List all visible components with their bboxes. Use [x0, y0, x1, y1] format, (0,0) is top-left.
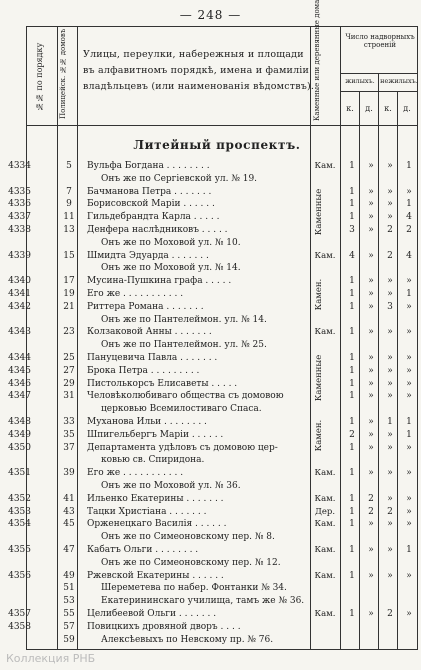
count-nezhil-k: 2 — [387, 225, 393, 235]
count-nezhil-d: » — [406, 519, 412, 530]
count-zhil-d: » — [368, 378, 374, 389]
header-nezhil: нежилыхъ. — [380, 77, 418, 85]
count-nezhil-d: » — [406, 442, 412, 453]
count-nezhil-k: » — [387, 327, 393, 338]
row-number: 4339 — [8, 250, 31, 261]
row-note: церковью Всемилостиваго Спаса. — [101, 404, 262, 415]
count-nezhil-d: 1 — [406, 289, 412, 299]
house-number: 45 — [63, 519, 75, 530]
count-nezhil-d: » — [406, 301, 412, 312]
count-nezhil-k: » — [387, 442, 393, 453]
house-number: 37 — [63, 442, 75, 453]
count-zhil-d: 2 — [368, 493, 374, 504]
table-subrow — [27, 480, 419, 492]
owner-name: Повицкихъ дровяной дворъ . . . . — [87, 621, 241, 632]
house-number: 57 — [63, 621, 75, 632]
table-row — [8, 506, 419, 518]
count-nezhil-k: » — [387, 468, 393, 479]
table-subrow — [27, 582, 419, 594]
owner-name: Борисовской Маріи . . . . . . — [87, 199, 215, 210]
row-number: 4350 — [8, 442, 31, 453]
row-note: Алексѣевыхъ по Невскому пр. № 76. — [101, 634, 274, 645]
count-zhil-k: 1 — [349, 519, 355, 530]
house-number: 17 — [63, 276, 75, 287]
table-row — [8, 570, 419, 582]
count-nezhil-k: » — [387, 391, 393, 402]
header-zhil: жилыхъ. — [345, 77, 375, 85]
row-note: Онъ же по Моховой ул. № 36. — [101, 481, 241, 491]
count-nezhil-k: » — [387, 212, 393, 223]
divider — [378, 73, 379, 125]
count-nezhil-k: » — [387, 186, 393, 197]
header-type: Каменные или деревянные дома — [313, 0, 321, 121]
count-zhil-k: 1 — [349, 506, 355, 517]
count-nezhil-d: » — [406, 365, 412, 376]
count-nezhil-d: 1 — [406, 417, 412, 427]
owner-name: Мусина-Пушкина графа . . . . . — [87, 276, 232, 287]
row-note: Екатерининскаго училища, тамъ же № 36. — [101, 596, 305, 607]
count-zhil-k: 2 — [349, 429, 355, 440]
building-type: Кам. — [314, 609, 336, 619]
owner-name: Муханова Ильи . . . . . . . . — [87, 417, 207, 427]
house-number: 19 — [63, 289, 75, 299]
count-nezhil-k: » — [387, 289, 393, 299]
count-nezhil-d: 4 — [406, 212, 412, 223]
count-zhil-k: 1 — [349, 199, 355, 210]
count-zhil-k: 1 — [349, 442, 355, 453]
count-zhil-d: » — [368, 199, 374, 210]
house-number: 23 — [63, 327, 75, 338]
header-k2: к. — [384, 104, 392, 113]
row-note: Онъ же по Моховой ул. № 14. — [101, 263, 241, 274]
row-number: 4347 — [8, 391, 31, 402]
count-zhil-k: 1 — [349, 327, 355, 338]
owner-name: Ильенко Екатерины . . . . . . . — [87, 493, 224, 504]
row-number: 4351 — [8, 468, 31, 479]
owner-name: Колзаковой Анны . . . . . . . — [87, 327, 212, 338]
row-number: 4340 — [8, 276, 31, 287]
count-nezhil-k: » — [387, 378, 393, 389]
count-zhil-k: 1 — [349, 493, 355, 504]
table-row — [8, 608, 419, 620]
owner-name: Его же . . . . . . . . . . . — [87, 468, 184, 479]
house-number: 31 — [63, 391, 75, 402]
table-row — [8, 250, 419, 262]
table-row — [8, 275, 419, 287]
table-row — [8, 288, 419, 300]
count-zhil-k: 1 — [349, 186, 355, 197]
owner-name: Пануцевича Павла . . . . . . . — [87, 353, 218, 363]
house-number: 5 — [66, 161, 72, 171]
house-number: 33 — [63, 417, 75, 427]
divider — [340, 91, 418, 92]
table-row — [8, 416, 419, 428]
count-zhil-k: 1 — [349, 353, 355, 363]
house-number: 25 — [63, 353, 75, 363]
row-note: Онъ же по Сергіевской ул. № 19. — [101, 173, 258, 184]
count-nezhil-k: 1 — [387, 417, 393, 427]
count-zhil-d: » — [368, 212, 374, 223]
owner-name: Орженецкаго Василія . . . . . . — [87, 519, 227, 530]
row-number: 4357 — [8, 609, 31, 619]
count-zhil-d: » — [368, 186, 374, 197]
building-type: Кам. — [314, 327, 336, 338]
owner-name: Человѣколюбиваго общества съ домовою — [87, 391, 284, 402]
table-row — [8, 186, 419, 198]
table-row — [8, 198, 419, 210]
row-number: 4354 — [8, 519, 31, 530]
row-number: 4353 — [8, 506, 31, 517]
table-row — [8, 390, 419, 402]
divider — [77, 27, 78, 125]
house-number: 49 — [63, 570, 75, 581]
count-nezhil-k: 2 — [387, 609, 393, 619]
count-nezhil-k: » — [387, 519, 393, 530]
header-desc-line2: въ алфавитномъ порядкѣ, имена и фамиліи — [83, 65, 310, 76]
count-zhil-d: » — [368, 468, 374, 479]
table-subrow — [27, 237, 419, 249]
building-type: Кам. — [314, 250, 336, 261]
count-nezhil-k: » — [387, 545, 393, 555]
owner-name: Ржевской Екатерины . . . . . . — [87, 570, 224, 581]
count-nezhil-d: 1 — [406, 161, 412, 171]
table-subrow — [27, 173, 419, 185]
table-subrow — [27, 454, 419, 466]
house-number: 55 — [63, 609, 75, 619]
count-nezhil-d: » — [406, 327, 412, 338]
table-row — [8, 442, 419, 454]
building-type: Кам. — [314, 545, 336, 555]
divider — [340, 73, 418, 74]
table-subrow — [27, 595, 419, 607]
row-number: 4346 — [8, 378, 31, 389]
row-number: 4334 — [8, 161, 31, 171]
header-order: №№ по порядку — [35, 42, 44, 112]
table-row — [8, 493, 419, 505]
header-count: Число надворныхъ строеній — [345, 33, 415, 49]
table-row — [8, 378, 419, 390]
count-zhil-d: » — [368, 301, 374, 312]
count-zhil-d: » — [368, 391, 374, 402]
count-zhil-k: 1 — [349, 570, 355, 581]
house-number: 27 — [63, 365, 75, 376]
count-nezhil-k: 2 — [387, 506, 393, 517]
count-nezhil-d: » — [406, 493, 412, 504]
table-row — [8, 467, 419, 479]
count-nezhil-d: » — [406, 276, 412, 287]
count-nezhil-d: » — [406, 391, 412, 402]
owner-name: Риттера Романа . . . . . . . — [87, 301, 204, 312]
count-nezhil-k: » — [387, 276, 393, 287]
header-k1: к. — [346, 104, 354, 113]
row-note: Онъ же по Симеоновскому пер. № 8. — [101, 532, 275, 543]
house-number: 51 — [63, 583, 75, 594]
count-zhil-d: » — [368, 289, 374, 299]
owner-name: Бачманова Петра . . . . . . . — [87, 186, 212, 197]
count-zhil-k: 4 — [349, 250, 355, 261]
count-zhil-k: 1 — [349, 301, 355, 312]
count-nezhil-d: » — [406, 468, 412, 479]
count-zhil-d: » — [368, 417, 374, 427]
count-zhil-d: » — [368, 353, 374, 363]
house-number: 41 — [63, 493, 75, 504]
owner-name: Шпигельбергъ Маріи . . . . . . — [87, 429, 224, 440]
row-number: 4345 — [8, 365, 31, 376]
header-d2: д. — [403, 104, 411, 113]
row-number: 4336 — [8, 199, 31, 210]
count-zhil-d: » — [368, 545, 374, 555]
building-type: Кам. — [314, 493, 336, 504]
row-number: 4335 — [8, 186, 31, 197]
owner-name: Целибеевой Ольги . . . . . . . — [87, 609, 217, 619]
row-note: Шереметева по набер. Фонтанки № 34. — [101, 583, 287, 594]
house-number: 29 — [63, 378, 75, 389]
count-zhil-k: 1 — [349, 545, 355, 555]
owner-name: Денфера наслѣдниковъ . . . . . — [87, 225, 228, 235]
count-zhil-k: 1 — [349, 468, 355, 479]
table-row — [8, 326, 419, 338]
owner-name: Тацки Христіана . . . . . . . — [87, 506, 207, 517]
count-zhil-d: » — [368, 429, 374, 440]
owner-name: Его же . . . . . . . . . . . — [87, 289, 184, 299]
count-nezhil-k: 2 — [387, 250, 393, 261]
table-row — [8, 211, 419, 223]
table-subrow — [27, 314, 419, 326]
header-desc-line1: Улицы, переулки, набережныя и площади — [83, 49, 304, 60]
building-type-group: Камен. — [314, 278, 324, 311]
count-zhil-d: » — [368, 609, 374, 619]
house-number: 39 — [63, 468, 75, 479]
row-number: 4352 — [8, 493, 31, 504]
count-zhil-k: 1 — [349, 609, 355, 619]
count-nezhil-d: » — [406, 353, 412, 363]
row-number: 4338 — [8, 225, 31, 235]
table-row — [8, 429, 419, 441]
count-nezhil-d: 1 — [406, 199, 412, 210]
building-type-group: Камен. — [314, 419, 324, 452]
row-number: 4343 — [8, 327, 31, 338]
count-nezhil-k: » — [387, 570, 393, 581]
count-nezhil-d: 1 — [406, 545, 412, 555]
count-zhil-d: » — [368, 250, 374, 261]
count-zhil-k: 1 — [349, 391, 355, 402]
building-type: Кам. — [314, 519, 336, 530]
count-nezhil-k: 3 — [387, 301, 393, 312]
row-number: 4337 — [8, 212, 31, 223]
count-nezhil-k: » — [387, 429, 393, 440]
table-subrow — [27, 531, 419, 543]
house-number: 13 — [63, 225, 75, 235]
table-subrow — [27, 634, 419, 646]
table-row — [8, 365, 419, 377]
table-body — [8, 126, 418, 650]
count-nezhil-d: » — [406, 186, 412, 197]
house-number: 21 — [63, 301, 75, 312]
divider — [57, 27, 58, 125]
house-number: 53 — [63, 596, 75, 607]
count-zhil-d: » — [368, 161, 374, 171]
building-type-group: Каменные — [314, 187, 324, 235]
section-title: Литейный проспектъ. — [133, 138, 301, 152]
table-row — [8, 160, 419, 172]
row-number: 4344 — [8, 353, 31, 363]
count-nezhil-d: » — [406, 506, 412, 517]
table-subrow — [27, 339, 419, 351]
count-nezhil-d: » — [406, 609, 412, 619]
owner-name: Вульфа Богдана . . . . . . . . — [87, 161, 210, 171]
count-nezhil-d: 1 — [406, 429, 412, 440]
count-zhil-k: 1 — [349, 417, 355, 427]
row-note: Онъ же по Моховой ул. № 10. — [101, 237, 241, 248]
row-number: 4349 — [8, 429, 31, 440]
table-subrow — [27, 262, 419, 274]
row-note: Онъ же по Пантелеймон. ул. № 14. — [101, 314, 267, 325]
row-note: ковью св. Спиридона. — [101, 455, 205, 466]
house-number: 15 — [63, 250, 75, 261]
header-d1: д. — [365, 104, 373, 113]
page-number: — 248 — — [179, 8, 242, 22]
table-subrow — [27, 403, 419, 415]
divider — [310, 27, 311, 125]
row-note: Онъ же по Пантелеймон. ул. № 25. — [101, 340, 267, 351]
count-zhil-d: » — [368, 276, 374, 287]
owner-name: Гильдебрандта Карла . . . . . — [87, 212, 220, 223]
count-zhil-k: 1 — [349, 289, 355, 299]
count-zhil-k: 1 — [349, 276, 355, 287]
watermark: Коллекция РНБ — [6, 652, 96, 665]
owner-name: Пистолькорсъ Елисаветы . . . . . — [87, 378, 238, 389]
house-number: 7 — [66, 186, 72, 197]
owner-name: Шмидта Эдуарда . . . . . . . — [87, 250, 209, 261]
house-number: 59 — [63, 634, 75, 645]
count-nezhil-d: » — [406, 570, 412, 581]
count-zhil-d: 2 — [368, 506, 374, 517]
count-zhil-k: 1 — [349, 161, 355, 171]
count-zhil-d: » — [368, 570, 374, 581]
building-type: Кам. — [314, 161, 336, 171]
row-number: 4358 — [8, 621, 31, 632]
table-subrow — [27, 557, 419, 569]
row-number: 4355 — [8, 545, 31, 555]
house-number: 11 — [63, 212, 75, 223]
table-row — [8, 352, 419, 364]
owner-name: Брока Петра . . . . . . . . . — [87, 365, 200, 376]
count-zhil-k: 3 — [349, 225, 355, 235]
house-number: 35 — [63, 429, 75, 440]
table-row — [8, 518, 419, 530]
count-nezhil-d: » — [406, 378, 412, 389]
row-note: Онъ же по Симеоновскому пер. № 12. — [101, 557, 281, 568]
count-zhil-d: » — [368, 327, 374, 338]
table-row — [8, 544, 419, 556]
count-zhil-k: 1 — [349, 212, 355, 223]
count-zhil-k: 1 — [349, 378, 355, 389]
count-nezhil-k: » — [387, 353, 393, 363]
header-desc-line3: владѣльцевъ (или наименованія вѣдомствъ). — [83, 81, 315, 92]
house-number: 43 — [63, 506, 75, 517]
row-number: 4342 — [8, 301, 31, 312]
building-type: Кам. — [314, 468, 336, 479]
count-nezhil-d: 2 — [406, 225, 412, 235]
count-nezhil-k: » — [387, 493, 393, 504]
table-row — [8, 224, 419, 236]
row-number: 4356 — [8, 570, 31, 581]
count-nezhil-k: » — [387, 161, 393, 171]
house-number: 47 — [63, 545, 75, 555]
count-zhil-d: » — [368, 442, 374, 453]
count-zhil-d: » — [368, 519, 374, 530]
building-type: Дер. — [314, 506, 336, 517]
count-nezhil-k: » — [387, 199, 393, 210]
table-row — [8, 301, 419, 313]
count-zhil-k: 1 — [349, 365, 355, 376]
count-zhil-d: » — [368, 225, 374, 235]
count-zhil-d: » — [368, 365, 374, 376]
header-police: Полицейск. №№ домовъ — [59, 28, 67, 119]
count-nezhil-d: 4 — [406, 250, 412, 261]
row-number: 4348 — [8, 417, 31, 427]
owner-name: Департамента удѣловъ съ домовою цер- — [87, 442, 278, 453]
count-nezhil-k: » — [387, 365, 393, 376]
building-type-group: Каменные — [314, 354, 324, 401]
row-number: 4341 — [8, 289, 31, 299]
building-type: Кам. — [314, 570, 336, 581]
owner-name: Кабатъ Ольги . . . . . . . . — [87, 545, 199, 555]
table-row — [8, 621, 419, 633]
house-number: 9 — [66, 199, 72, 210]
